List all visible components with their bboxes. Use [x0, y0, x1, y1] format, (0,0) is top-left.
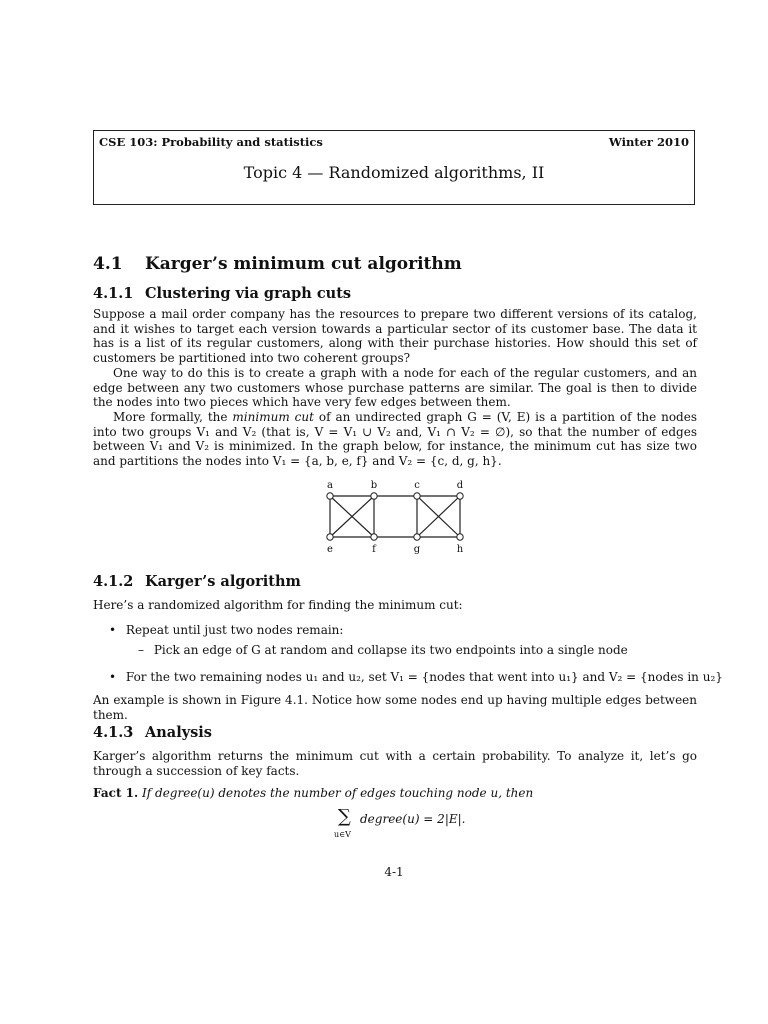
degree-sum-equation	[330, 806, 470, 846]
bullet-text: For the two remaining nodes u₁ and u₂, set V₁ = {nodes that went into u₁} and V₂ = {nodes in u₂}	[125, 670, 723, 684]
section-number: 4.1	[93, 254, 123, 274]
node-h	[457, 534, 463, 540]
label-f: f	[372, 544, 376, 555]
label-b: b	[370, 480, 378, 491]
fact-label: Fact 1.	[93, 786, 139, 800]
fact-1	[93, 786, 697, 801]
paragraph-minimum-cut	[93, 410, 697, 468]
example-note: An example is shown in Figure 4.1. Notice how some nodes end up having multiple edges between them.	[93, 693, 697, 722]
topic-title: Topic 4 — Randomized algorithms, II	[243, 163, 545, 182]
header-box	[93, 130, 695, 205]
sub-bullet-text: Pick an edge of G at random and collapse its two endpoints into a single node	[153, 643, 628, 657]
summation-symbol: ∑	[338, 806, 351, 827]
summation-subscript: u∈V	[334, 830, 351, 839]
paragraph-graph-construction: One way to do this is to create a graph with a node for each of the regular customers, and an edge between any two customers whose purchase patterns are similar. The goal is then to divide the nodes into two pieces which have very few edges between them.	[93, 366, 697, 410]
label-h: h	[456, 544, 464, 555]
section-heading	[93, 254, 462, 274]
label-a: a	[327, 480, 333, 491]
subsection-heading-clustering	[93, 285, 351, 302]
fact-statement: If degree(u) denotes the number of edges touching node u, then	[142, 786, 534, 800]
graph-edges	[330, 496, 460, 537]
bullet-text: Repeat until just two nodes remain:	[125, 623, 344, 637]
bullet-item-repeat	[109, 623, 343, 637]
text-fragment: of an undirected graph G = (V, E) is a partition of the nodes into two groups V₁ and V₂ (that is, V = V₁ ∪ V₂ and, V₁ ∩ V₂ = ∅), so that the number of edges between V₁ and V₂ is minimized. In the graph below, for instance, the minimum cut has size two and partitions the nodes into V₁ = {a, b, e, f} and V₂ = {c, d, g, h}.	[93, 410, 698, 468]
subsection-title: Karger’s algorithm	[145, 573, 301, 590]
algorithm-intro: Here’s a randomized algorithm for finding the minimum cut:	[93, 598, 463, 612]
bullet-item-remaining-nodes	[109, 670, 723, 684]
term-minimum-cut: minimum cut	[232, 410, 314, 424]
bullet-icon: •	[109, 670, 117, 684]
page-number: 4-1	[384, 865, 404, 879]
bullet-icon: •	[109, 623, 117, 637]
label-c: c	[414, 480, 420, 491]
label-g: g	[413, 544, 421, 555]
label-e: e	[327, 544, 333, 555]
graph-nodes	[327, 493, 463, 540]
text-fragment: More formally, the	[113, 410, 233, 424]
sub-bullet-item	[138, 643, 628, 657]
section-title: Karger’s minimum cut algorithm	[145, 254, 462, 274]
node-a	[327, 493, 333, 499]
graph-labels	[327, 480, 464, 555]
dash-icon: –	[138, 643, 144, 657]
graph-figure	[310, 476, 480, 558]
subsection-title: Clustering via graph cuts	[145, 285, 352, 302]
node-b	[371, 493, 377, 499]
subsection-number: 4.1.2	[93, 573, 134, 590]
node-f	[371, 534, 377, 540]
subsection-heading-analysis	[93, 724, 212, 741]
node-g	[414, 534, 420, 540]
subsection-number: 4.1.1	[93, 285, 134, 302]
node-e	[327, 534, 333, 540]
subsection-heading-kargers-algorithm	[93, 573, 301, 590]
analysis-intro: Karger’s algorithm returns the minimum cut with a certain probability. To analyze it, let’s go through a succession of key facts.	[93, 749, 697, 778]
course-name: CSE 103: Probability and statistics	[99, 135, 323, 149]
node-c	[414, 493, 420, 499]
equation-body: degree(u) = 2|E|.	[360, 812, 466, 826]
label-d: d	[456, 480, 464, 491]
subsection-number: 4.1.3	[93, 724, 134, 741]
subsection-title: Analysis	[145, 724, 212, 741]
paragraph-mail-order: Suppose a mail order company has the resources to prepare two different versions of its catalog, and it wishes to target each version towards a particular sector of its customer base. The data it has is a list of its regular customers, along with their purchase histories. How should this set of customers be partitioned into two coherent groups?	[93, 307, 697, 365]
term: Winter 2010	[608, 135, 689, 149]
node-d	[457, 493, 463, 499]
